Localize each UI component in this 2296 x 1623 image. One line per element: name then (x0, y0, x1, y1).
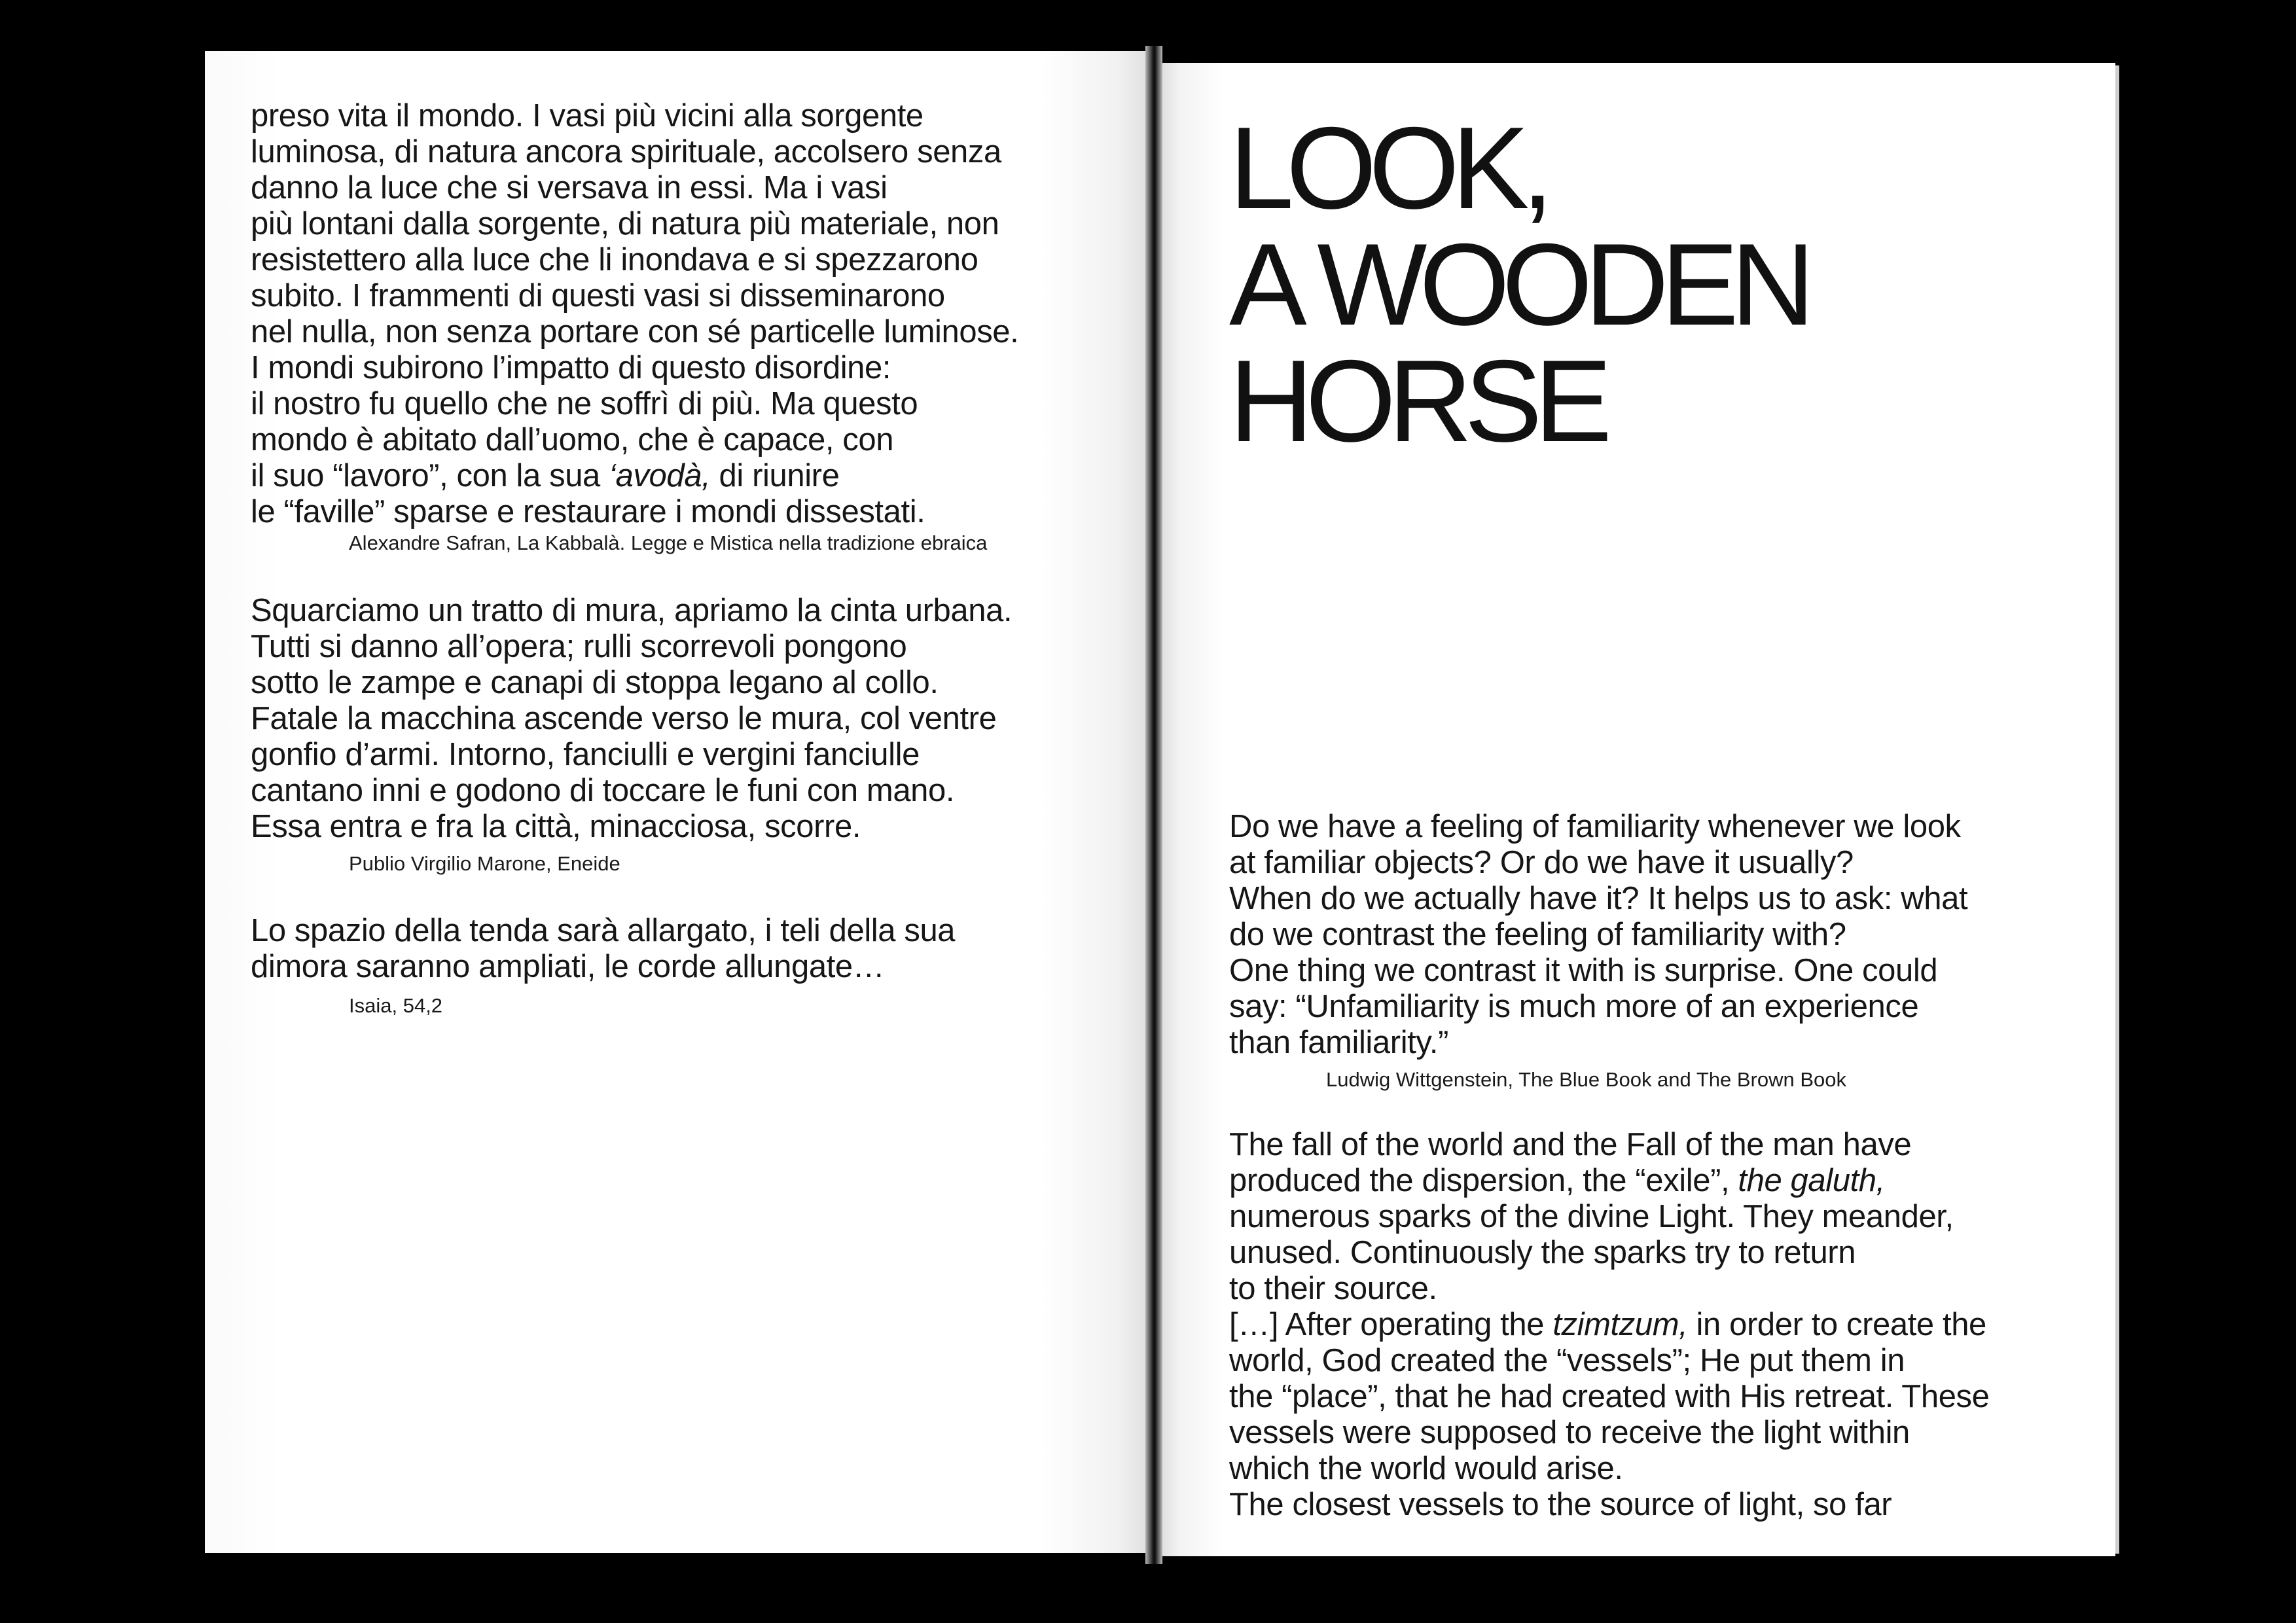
text-line: do we contrast the feeling of familiarity with? (1229, 917, 1846, 952)
text-line-with-italic (251, 458, 1018, 494)
text-run: produced the dispersion, the “exile”, (1229, 1163, 1738, 1198)
text-line: mondo è abitato dall’uomo, che è capace, con (251, 422, 894, 457)
text-line: Essa entra e fra la città, minacciosa, scorre. (251, 809, 861, 844)
safran-passage (251, 98, 1018, 530)
text-line: danno la luce che si versava in essi. Ma i vasi (251, 170, 888, 205)
text-line: luminosa, di natura ancora spirituale, accolsero senza (251, 134, 1001, 169)
headline-line: LOOK, (1229, 103, 1547, 233)
italic-word: the galuth, (1738, 1163, 1885, 1198)
text-line-with-italic (1229, 1163, 1990, 1199)
text-line: nel nulla, non senza portare con sé particelle luminose. (251, 314, 1019, 349)
virgil-citation: Publio Virgilio Marone, Eneide (349, 852, 620, 875)
headline-line: A WOODEN (1229, 219, 1808, 349)
virgil-passage (251, 593, 1012, 845)
italic-word: ‘avodà, (609, 458, 711, 493)
text-line: preso vita il mondo. I vasi più vicini alla sorgente (251, 98, 924, 134)
isaiah-citation: Isaia, 54,2 (349, 994, 443, 1017)
text-line: which the world would arise. (1229, 1451, 1623, 1486)
text-line: The closest vessels to the source of light, so far (1229, 1487, 1892, 1522)
text-line: le “faville” sparse e restaurare i mondi dissestati. (251, 494, 925, 529)
text-line: say: “Unfamiliarity is much more of an experience (1229, 989, 1919, 1024)
text-line: subito. I frammenti di questi vasi si disseminarono (251, 278, 945, 313)
text-run: […] After operating the (1229, 1307, 1553, 1342)
headline (1229, 103, 1808, 466)
wittgenstein-passage (1229, 809, 1967, 1061)
text-line: vessels were supposed to receive the light within (1229, 1415, 1910, 1450)
text-line: at familiar objects? Or do we have it usually? (1229, 845, 1854, 880)
text-line: unused. Continuously the sparks try to return (1229, 1235, 1856, 1270)
text-line: Do we have a feeling of familiarity whenever we look (1229, 809, 1961, 844)
text-line: than familiarity.” (1229, 1025, 1448, 1060)
text-line: The fall of the world and the Fall of the man have (1229, 1127, 1912, 1162)
text-line: sotto le zampe e canapi di stoppa legano al collo. (251, 665, 939, 700)
right-page-edge (2115, 65, 2119, 1554)
text-line: One thing we contrast it with is surprise. One could (1229, 953, 1938, 988)
text-line: world, God created the “vessels”; He put them in (1229, 1343, 1905, 1378)
book-gutter (1145, 46, 1162, 1564)
text-line-with-italic (1229, 1307, 1990, 1343)
text-line: dimora saranno ampliati, le corde allungate… (251, 949, 885, 984)
headline-line: HORSE (1229, 336, 1604, 466)
text-line: Tutti si danno all’opera; rulli scorrevoli pongono (251, 629, 907, 664)
text-line: numerous sparks of the divine Light. They meander, (1229, 1199, 1954, 1234)
text-line: I mondi subirono l’impatto di questo disordine: (251, 350, 891, 385)
text-line: the “place”, that he had created with His retreat. These (1229, 1379, 1990, 1414)
text-line: Squarciamo un tratto di mura, apriamo la cinta urbana. (251, 593, 1013, 628)
text-run: il suo “lavoro”, con la sua (251, 458, 609, 493)
text-line: gonfio d’armi. Intorno, fanciulli e vergini fanciulle (251, 737, 920, 772)
italic-word: tzimtzum, (1552, 1307, 1688, 1342)
text-run: di riunire (710, 458, 840, 493)
galuth-passage (1229, 1127, 1990, 1523)
wittgenstein-citation: Ludwig Wittgenstein, The Blue Book and The Brown Book (1326, 1068, 1846, 1091)
text-line: più lontani dalla sorgente, di natura più materiale, non (251, 206, 999, 241)
text-line: When do we actually have it? It helps us to ask: what (1229, 881, 1968, 916)
text-line: il nostro fu quello che ne soffrì di più. Ma questo (251, 386, 918, 421)
safran-citation: Alexandre Safran, La Kabbalà. Legge e Mistica nella tradizione ebraica (349, 531, 988, 554)
text-line: cantano inni e godono di toccare le funi con mano. (251, 773, 955, 808)
text-line: resistettero alla luce che li inondava e si spezzarono (251, 242, 978, 277)
isaiah-passage (251, 913, 955, 985)
text-line: to their source. (1229, 1271, 1437, 1306)
text-line: Fatale la macchina ascende verso le mura, col ventre (251, 701, 997, 736)
text-run: in order to create the (1687, 1307, 1986, 1342)
text-line: Lo spazio della tenda sarà allargato, i teli della sua (251, 913, 956, 948)
